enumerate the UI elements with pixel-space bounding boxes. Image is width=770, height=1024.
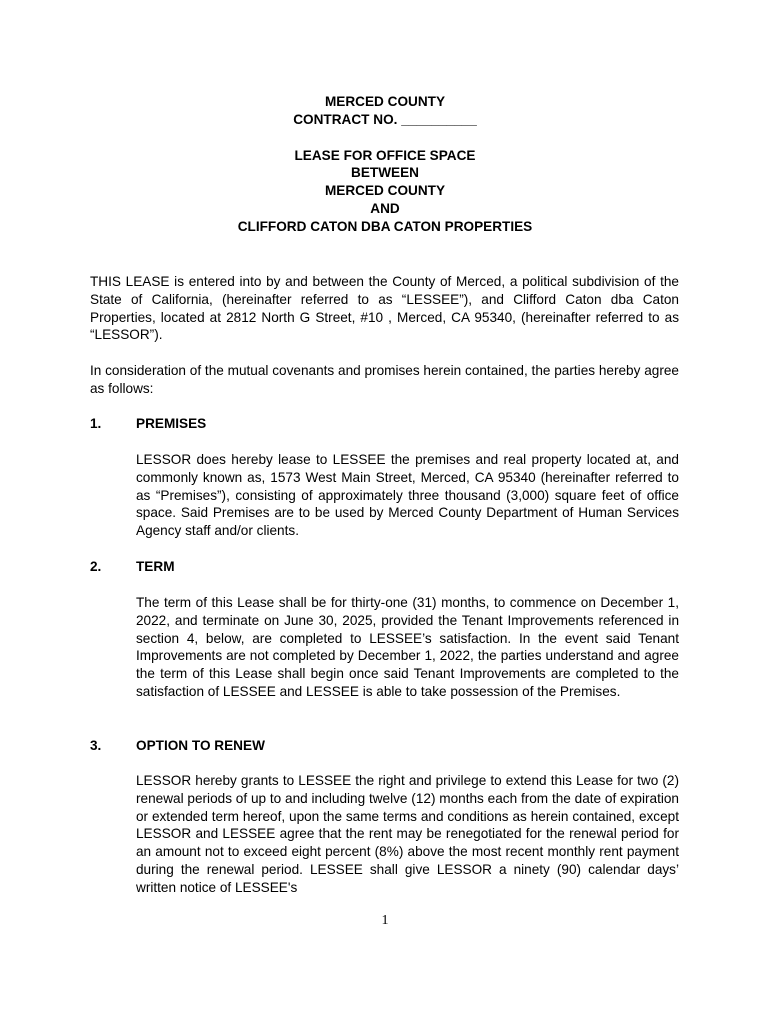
section-3-title: OPTION TO RENEW	[136, 738, 265, 753]
section-3-number: 3.	[90, 738, 102, 753]
intro-paragraph: THIS LEASE is entered into by and between the County of Merced, a political subdivision of the State of California, (hereinafter referred to as “LESSEE”), and Clifford Caton dba Caton Properties, located at 2812 North G Street, #10 , Merced, CA 95340, (hereinafter referred to as “LESSOR”).	[90, 274, 679, 343]
section-1-text: LESSOR does hereby lease to LESSEE the premises and real property located at, and commonly known as, 1573 West Main Street, Merced, CA 95340 (hereinafter referred to as “Premises”), consisting of approximately three thousand (3,000) square feet of office space. Said Premises are to be used by Merced County Department of Human Services Agency staff and/or clients.	[136, 452, 679, 539]
section-2-title: TERM	[136, 559, 175, 574]
header-title-line-3: MERCED COUNTY	[324, 183, 446, 199]
section-1-number: 1.	[90, 416, 102, 431]
header-title-line-5: CLIFFORD CATON DBA CATON PROPERTIES	[237, 218, 533, 234]
header-title-line-2: BETWEEN	[351, 165, 419, 181]
consideration-paragraph: In consideration of the mutual covenants and promises herein contained, the parties hereby agree as follows:	[90, 363, 679, 396]
header-title-line-4: AND	[370, 200, 400, 216]
section-3-text: LESSOR hereby grants to LESSEE the right and privilege to extend this Lease for two (2) renewal periods of up to and including twelve (12) months each from the date of expiration or extended term hereof, upon the same terms and conditions as herein contained, except LESSOR and LESSEE agree that the rent may be renegotiated for the renewal period for an amount not to exceed eight percent (8%) above the most recent monthly rent payment during the renewal period. LESSEE shall give LESSOR a ninety (90) calendar days’ written notice of LESSEE's	[136, 773, 679, 895]
section-2-text: The term of this Lease shall be for thirty-one (31) months, to commence on December 1, 2022, and terminate on June 30, 2025, provided the Tenant Improvements referenced in section 4, below, are completed to LESSEE’s satisfaction. In the event said Tenant Improvements are not completed by December 1, 2022, the parties understand and agree the term of this Lease shall begin once said Tenant Improvements are completed to the satisfaction of LESSEE and LESSEE is able to take possession of the Premises.	[136, 595, 679, 699]
page-number: 1	[381, 913, 389, 928]
section-1-title: PREMISES	[136, 416, 207, 431]
document-header	[0, 93, 770, 236]
header-county: MERCED COUNTY	[324, 94, 446, 109]
header-contract-number: CONTRACT NO. __________	[293, 111, 477, 127]
header-title-line-1: LEASE FOR OFFICE SPACE	[294, 147, 476, 163]
section-2-number: 2.	[90, 559, 102, 574]
